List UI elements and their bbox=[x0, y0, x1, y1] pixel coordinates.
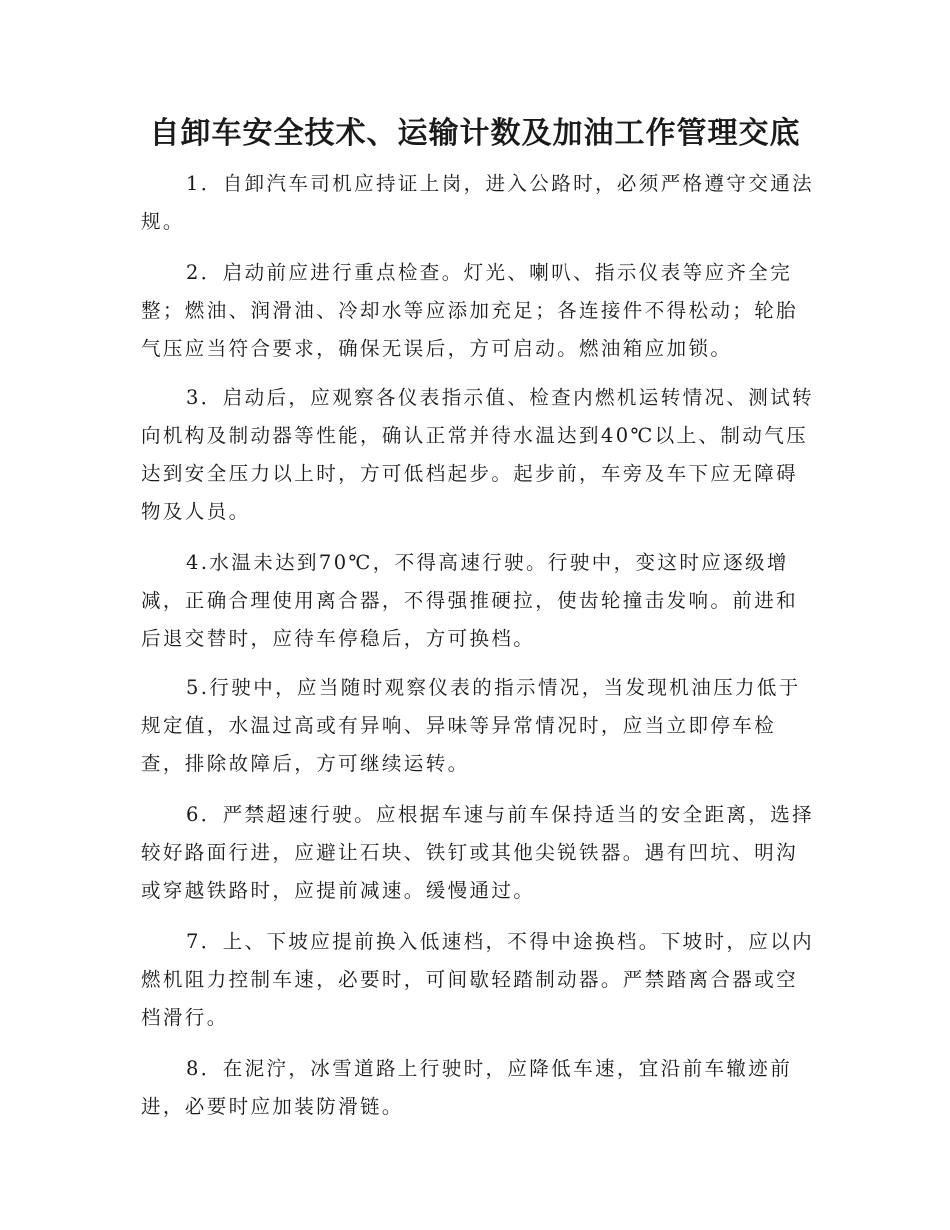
paragraph-line: 7．上、下坡应提前换入低速档，不得中途换档。下坡时，应以内 bbox=[186, 930, 815, 953]
paragraph-line: 规。 bbox=[141, 210, 185, 233]
paragraph-line: 达到安全压力以上时，方可低档起步。起步前，车旁及车下应无障碍 bbox=[141, 462, 799, 485]
paragraph-line: 减，正确合理使用离合器，不得强推硬拉，使齿轮撞击发响。前进和 bbox=[141, 589, 799, 612]
document-title: 自卸车安全技术、运输计数及加油工作管理交底 bbox=[149, 116, 801, 151]
paragraph-8 bbox=[141, 1050, 811, 1126]
paragraph-line: 规定值，水温过高或有异响、异味等异常情况时，应当立即停车检 bbox=[141, 714, 777, 737]
paragraph-line: 5.行驶中，应当随时观察仪表的指示情况，当发现机油压力低于 bbox=[186, 676, 801, 699]
paragraph-3 bbox=[141, 379, 815, 531]
paragraph-line: 6．严禁超速行驶。应根据车速与前车保持适当的安全距离，选择 bbox=[186, 803, 815, 826]
paragraph-line: 后退交替时，应待车停稳后，方可换档。 bbox=[141, 627, 536, 650]
paragraph-line: 查，排除故障后，方可继续运转。 bbox=[141, 752, 470, 775]
paragraph-line: 档滑行。 bbox=[141, 1006, 229, 1029]
paragraph-line: 较好路面行进，应避让石块、铁钉或其他尖锐铁器。遇有凹坑、明沟 bbox=[141, 841, 799, 864]
paragraph-5 bbox=[141, 669, 811, 783]
paragraph-line: 2．启动前应进行重点检查。灯光、喇叭、指示仪表等应齐全完 bbox=[186, 261, 793, 284]
paragraph-line: 物及人员。 bbox=[141, 500, 251, 523]
paragraph-line: 4.水温未达到70℃，不得高速行驶。行驶中，变这时应逐级增 bbox=[186, 551, 789, 574]
paragraph-line: 进，必要时应加装防滑链。 bbox=[141, 1095, 404, 1118]
paragraph-4 bbox=[141, 544, 811, 658]
paragraph-line: 气压应当符合要求，确保无误后，方可启动。燃油箱应加锁。 bbox=[141, 337, 733, 360]
paragraph-2 bbox=[141, 254, 811, 368]
paragraph-line: 3．启动后，应观察各仪表指示值、检查内燃机运转情况、测试转 bbox=[186, 386, 815, 409]
paragraph-7 bbox=[141, 923, 815, 1037]
paragraph-6 bbox=[141, 796, 815, 910]
paragraph-line: 1．自卸汽车司机应持证上岗，进入公路时，必须严格遵守交通法 bbox=[186, 172, 815, 195]
paragraph-line: 向机构及制动器等性能，确认正常并待水温达到40℃以上、制动气压 bbox=[141, 424, 809, 447]
paragraph-line: 整；燃油、润滑油、冷却水等应添加充足；各连接件不得松动；轮胎 bbox=[141, 299, 799, 322]
paragraph-line: 8．在泥泞，冰雪道路上行驶时，应降低车速，宜沿前车辙迹前 bbox=[186, 1057, 793, 1080]
paragraph-line: 燃机阻力控制车速，必要时，可间歇轻踏制动器。严禁踏离合器或空 bbox=[141, 968, 799, 991]
paragraph-1 bbox=[141, 165, 815, 241]
paragraph-line: 或穿越铁路时，应提前减速。缓慢通过。 bbox=[141, 879, 536, 902]
